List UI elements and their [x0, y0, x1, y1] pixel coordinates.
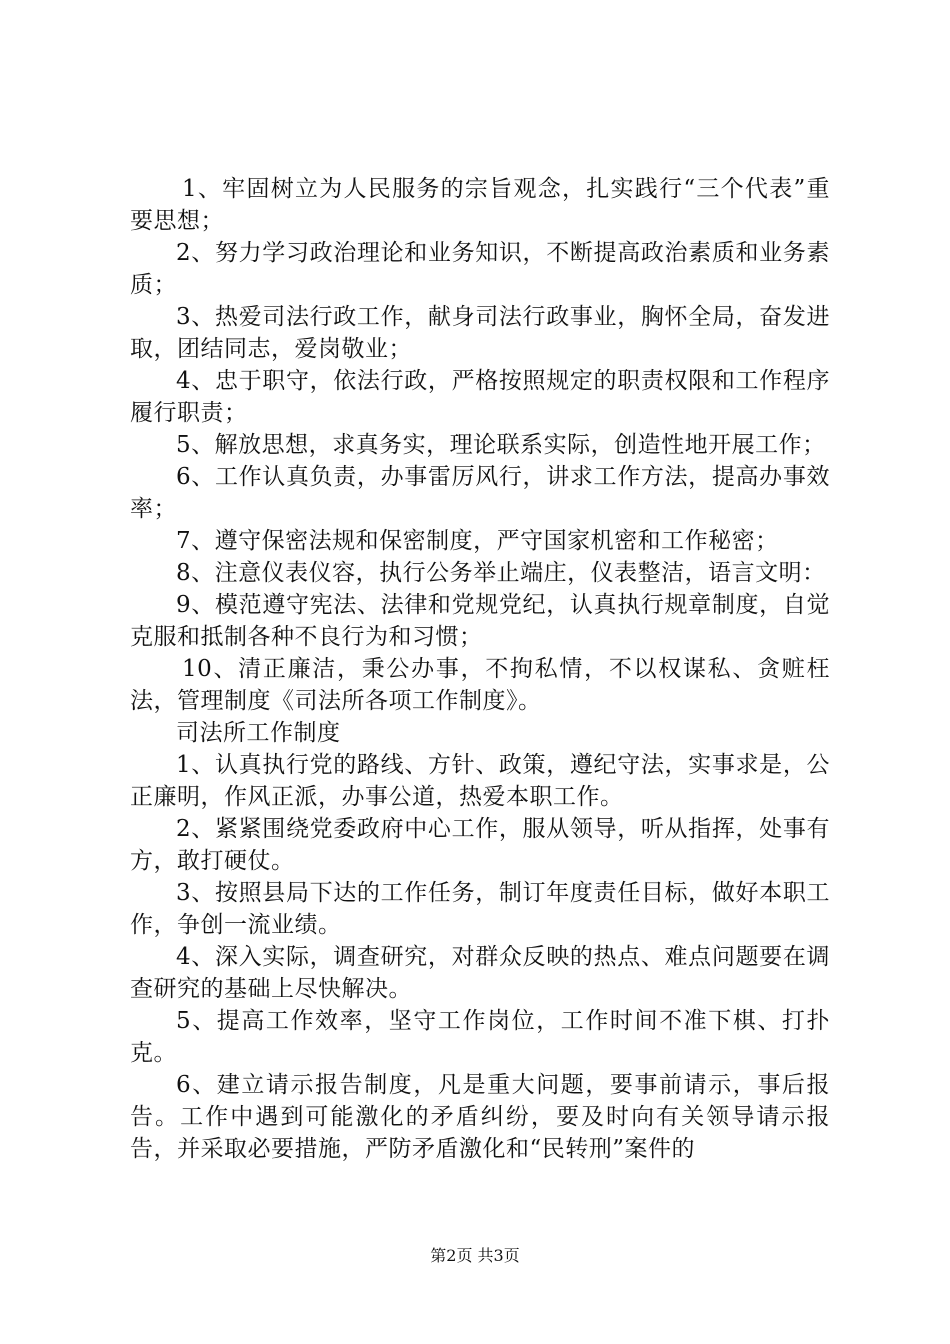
paragraph-9: 9、模范遵守宪法、法律和党规党纪，认真执行规章制度，自觉克服和抵制各种不良行为和习惯；	[130, 592, 830, 650]
paragraph-1: 1、牢固树立为人民服务的宗旨观念，扎实践行“三个代表”重要思想；	[130, 176, 830, 234]
paragraph-10: 10、清正廉洁，秉公办事，不拘私情，不以权谋私、贪赃枉法，管理制度《司法所各项工作制度》。	[130, 656, 830, 714]
section-paragraph-6: 6、建立请示报告制度，凡是重大问题，要事前请示，事后报告。工作中遇到可能激化的矛盾纠纷，要及时向有关领导请示报告，并采取必要措施，严防矛盾激化和“民转刑”案件的	[130, 1072, 830, 1162]
paragraph-4: 4、忠于职守，依法行政，严格按照规定的职责权限和工作程序履行职责；	[130, 368, 830, 426]
section-paragraph-3: 3、按照县局下达的工作任务，制订年度责任目标，做好本职工作，争创一流业绩。	[130, 880, 830, 938]
document-body	[130, 173, 830, 1165]
paragraph-2: 2、努力学习政治理论和业务知识，不断提高政治素质和业务素质；	[130, 240, 830, 298]
section-paragraph-1: 1、认真执行党的路线、方针、政策，遵纪守法，实事求是，公正廉明，作风正派，办事公道，热爱本职工作。	[130, 752, 830, 810]
paragraph-6: 6、工作认真负责，办事雷厉风行，讲求工作方法，提高办事效率；	[130, 464, 830, 522]
section-paragraph-2: 2、紧紧围绕党委政府中心工作，服从领导，听从指挥，处事有方，敢打硬仗。	[130, 816, 830, 874]
paragraph-3: 3、热爱司法行政工作，献身司法行政事业，胸怀全局，奋发进取，团结同志，爱岗敬业；	[130, 304, 830, 362]
section-paragraph-4: 4、深入实际，调查研究，对群众反映的热点、难点问题要在调查研究的基础上尽快解决。	[130, 944, 830, 1002]
paragraph-5: 5、解放思想，求真务实，理论联系实际，创造性地开展工作；	[176, 432, 826, 458]
section-paragraph-5: 5、提高工作效率，坚守工作岗位，工作时间不准下棋、打扑克。	[130, 1008, 830, 1066]
page-footer: 第2页 共3页	[430, 1246, 520, 1265]
section-heading: 司法所工作制度	[176, 720, 341, 746]
paragraph-8: 8、注意仪表仪容，执行公务举止端庄，仪表整洁，语言文明：	[176, 560, 826, 586]
paragraph-7: 7、遵守保密法规和保密制度，严守国家机密和工作秘密；	[176, 528, 779, 554]
